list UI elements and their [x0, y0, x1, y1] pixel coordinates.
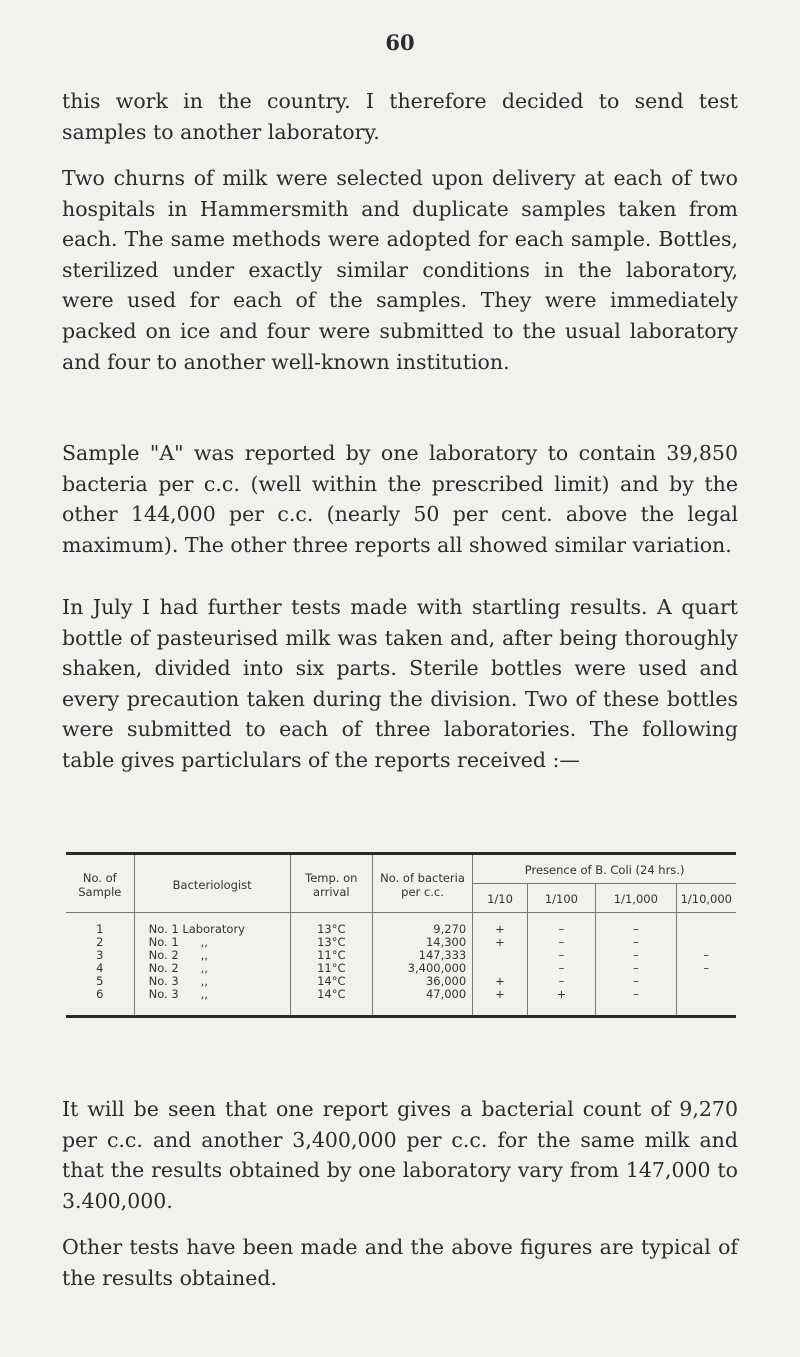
cell-sample-no: 5 [96, 974, 104, 988]
header-dilution-1-10000: 1/10,000 [676, 884, 736, 913]
cell-sample-no: 4 [96, 961, 104, 975]
page-number: 60 [385, 30, 415, 55]
header-dilution-1-1000: 1/1,000 [596, 884, 676, 913]
results-table [66, 852, 736, 1018]
cell-bacteria-count: 9,270 [372, 913, 472, 937]
table-row [66, 988, 736, 1017]
cell-d4: – [676, 962, 736, 975]
cell-d4: – [676, 949, 736, 962]
cell-temp: 11°C [290, 949, 372, 962]
paragraph-churns-of-milk: Two churns of milk were selected upon delivery at each of two hospitals in Hammersmith and duplicate samples taken from each. The same methods were adopted for each sample. Bottles, sterilized under exactly similar conditions in the laboratory, were used for each of the samples. They were immediately packed on ice and four were submitted to the usual laboratory and four to another well-known institution. [62, 166, 738, 374]
cell-d1: + [473, 913, 528, 937]
cell-bacteria-count: 14,300 [372, 936, 472, 949]
paragraph-typical-results: Other tests have been made and the above figures are typical of the results obtained. [62, 1235, 738, 1290]
header-dilution-1-100: 1/100 [527, 884, 595, 913]
cell-d2: – [527, 949, 595, 962]
cell-d2: – [527, 913, 595, 937]
cell-d1: + [473, 936, 528, 949]
cell-bacteria-count: 3,400,000 [372, 962, 472, 975]
cell-d3: – [596, 936, 676, 949]
cell-sample-no: 2 [96, 935, 104, 949]
cell-temp: 13°C [290, 936, 372, 949]
cell-d2: – [527, 962, 595, 975]
cell-d3: – [596, 962, 676, 975]
cell-bacteriologist: No. 3 ,, [134, 988, 290, 1017]
cell-d1 [473, 949, 528, 962]
header-dilution-1-10: 1/10 [473, 884, 528, 913]
cell-d1: + [473, 988, 528, 1017]
cell-d4 [676, 975, 736, 988]
cell-bacteriologist: No. 1 ,, [134, 936, 290, 949]
cell-d3: – [596, 913, 676, 937]
paragraph-july-tests: In July I had further tests made with startling results. A quart bottle of pasteurised milk was taken and, after being thoroughly shaken, divided into six parts. Sterile bottles were used and every precaution taken during the division. Two of these bottles were submitted to each of three laboratories. The following table gives particlulars of the reports received :— [62, 595, 738, 772]
header-bacteria-count: No. of bacteria per c.c. [372, 854, 472, 913]
table-row [66, 913, 736, 937]
paragraph-intro-continuation: this work in the country. I therefore decided to send test samples to another laboratory. [62, 89, 738, 144]
cell-temp: 14°C [290, 988, 372, 1017]
header-bacteriologist: Bacteriologist [134, 854, 290, 913]
cell-d4 [676, 913, 736, 937]
cell-sample-no: 6 [96, 987, 104, 1001]
cell-bacteriologist: No. 2 ,, [134, 962, 290, 975]
paragraph-sample-a: Sample "A" was reported by one laboratory to contain 39,850 bacteria per c.c. (well within the prescribed limit) and by the other 144,000 per c.c. (nearly 50 per cent. above the legal maximum). The other three reports all showed similar variation. [62, 441, 738, 557]
cell-d3: – [596, 988, 676, 1017]
cell-d2: – [527, 975, 595, 988]
cell-d1: + [473, 975, 528, 988]
cell-d2: – [527, 936, 595, 949]
cell-bacteriologist: No. 2 ,, [134, 949, 290, 962]
paragraph-conclusion: It will be seen that one report gives a bacterial count of 9,270 per c.c. and another 3,400,000 per c.c. for the same milk and that the results obtained by one laboratory vary from 147,000 to 3.400,000. [62, 1097, 738, 1213]
cell-temp: 14°C [290, 975, 372, 988]
cell-bacteria-count: 147,333 [372, 949, 472, 962]
cell-sample-no: 3 [96, 948, 104, 962]
cell-temp: 11°C [290, 962, 372, 975]
cell-sample-no: 1 [96, 922, 104, 936]
header-temp: Temp. on arrival [290, 854, 372, 913]
cell-d3: – [596, 949, 676, 962]
cell-d2: + [527, 988, 595, 1017]
cell-bacteria-count: 47,000 [372, 988, 472, 1017]
cell-d3: – [596, 975, 676, 988]
cell-d4 [676, 988, 736, 1017]
cell-bacteriologist: No. 3 ,, [134, 975, 290, 988]
cell-bacteria-count: 36,000 [372, 975, 472, 988]
cell-bacteriologist: No. 1 Laboratory [134, 913, 290, 937]
header-sample-no: No. of Sample [78, 870, 122, 899]
header-presence-b-coli: Presence of B. Coli (24 hrs.) [473, 854, 736, 884]
results-table-wrapper [66, 852, 736, 1018]
cell-temp: 13°C [290, 913, 372, 937]
